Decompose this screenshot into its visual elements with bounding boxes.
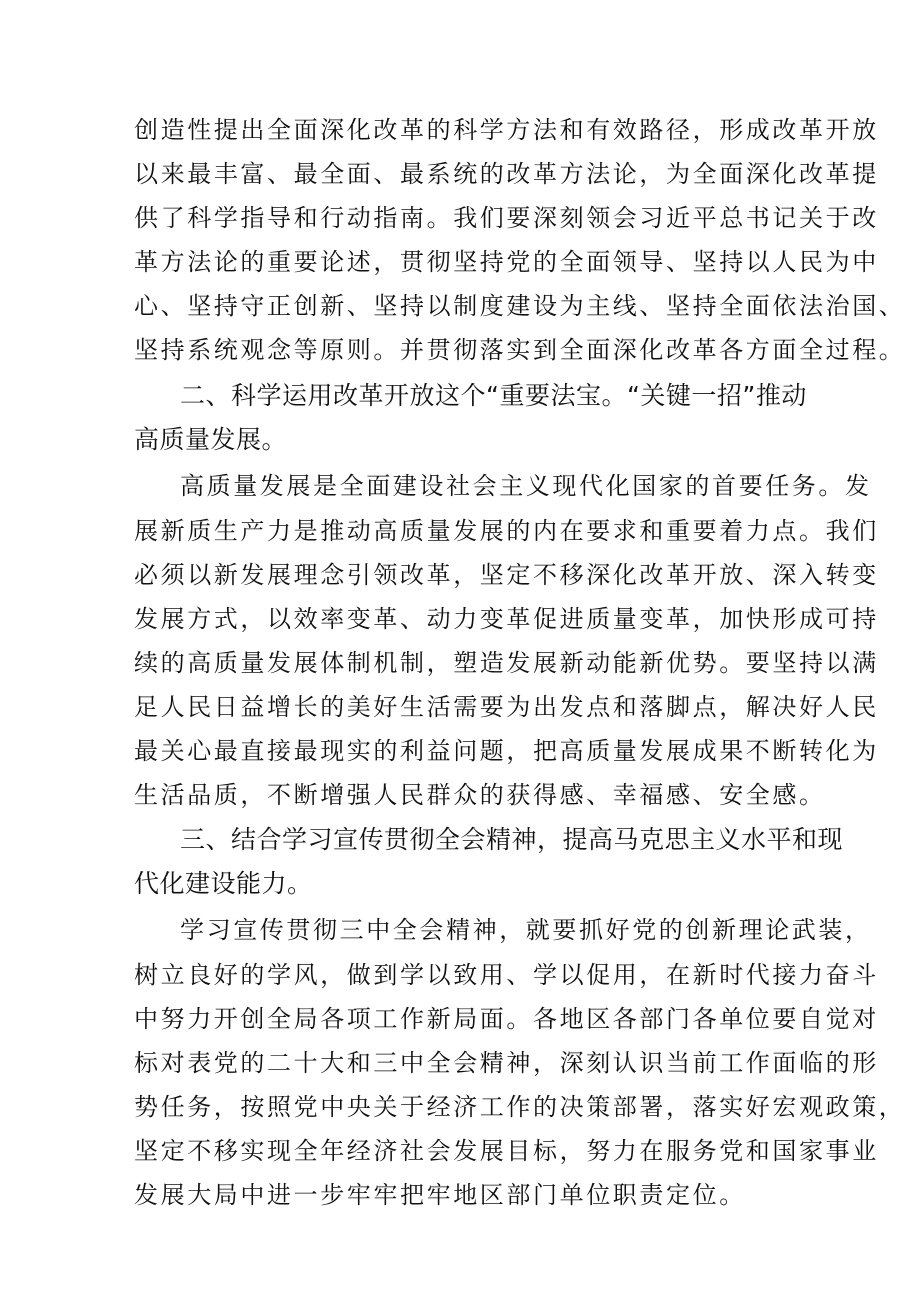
heading-line: 二、科学运用改革开放这个“重要法宝。“关键一招”推动	[180, 381, 807, 410]
text-line: 续的高质量发展体制机制，塑造发展新动能新优势。要坚持以满	[134, 649, 879, 677]
text-line: 生活品质，不断增强人民群众的获得感、幸福感、安全感。	[134, 781, 826, 809]
text-line: 供了科学指导和行动指南。我们要深刻领会习近平总书记关于改	[134, 204, 879, 232]
text-line: 学习宣传贯彻三中全会精神，就要抓好党的创新理论武装，	[180, 916, 872, 944]
text-line: 创造性提出全面深化改革的科学方法和有效路径，形成改革开放	[134, 116, 879, 144]
text-line: 中努力开创全局各项工作新局面。各地区各部门各单位要自觉对	[134, 1005, 879, 1033]
text-line: 树立良好的学风，做到学以致用、学以促用，在新时代接力奋斗	[134, 961, 879, 989]
text-line: 足人民日益增长的美好生活需要为出发点和落脚点，解决好人民	[134, 693, 879, 721]
text-line: 发展方式，以效率变革、动力变革促进质量变革，加快形成可持	[134, 605, 879, 633]
text-line: 必须以新发展理念引领改革，坚定不移深化改革开放、深入转变	[134, 561, 879, 589]
text-line: 心、坚持守正创新、坚持以制度建设为主线、坚持全面依法治国、	[134, 292, 906, 320]
text-line: 以来最丰富、最全面、最系统的改革方法论，为全面深化改革提	[134, 160, 879, 188]
text-line: 发展大局中进一步牢牢把牢地区部门单位职责定位。	[134, 1181, 746, 1209]
text-line: 革方法论的重要论述，贯彻坚持党的全面领导、坚持以人民为中	[134, 248, 879, 276]
heading-line: 高质量发展。	[134, 425, 288, 454]
text-line: 展新质生产力是推动高质量发展的内在要求和重要着力点。我们	[134, 517, 879, 545]
text-line: 势任务，按照党中央关于经济工作的决策部署，落实好宏观政策，	[134, 1093, 906, 1121]
text-line: 最关心最直接最现实的利益问题，把高质量发展成果不断转化为	[134, 737, 879, 765]
text-line: 坚持系统观念等原则。并贯彻落实到全面深化改革各方面全过程。	[134, 336, 906, 364]
text-line: 高质量发展是全面建设社会主义现代化国家的首要任务。发	[180, 472, 872, 500]
heading-line: 代化建设能力。	[134, 869, 313, 898]
text-line: 坚定不移实现全年经济社会发展目标，努力在服务党和国家事业	[134, 1137, 879, 1165]
heading-line: 三、结合学习宣传贯彻全会精神，提高马克思主义水平和现	[180, 825, 844, 854]
text-line: 标对表党的二十大和三中全会精神，深刻认识当前工作面临的形	[134, 1049, 879, 1077]
